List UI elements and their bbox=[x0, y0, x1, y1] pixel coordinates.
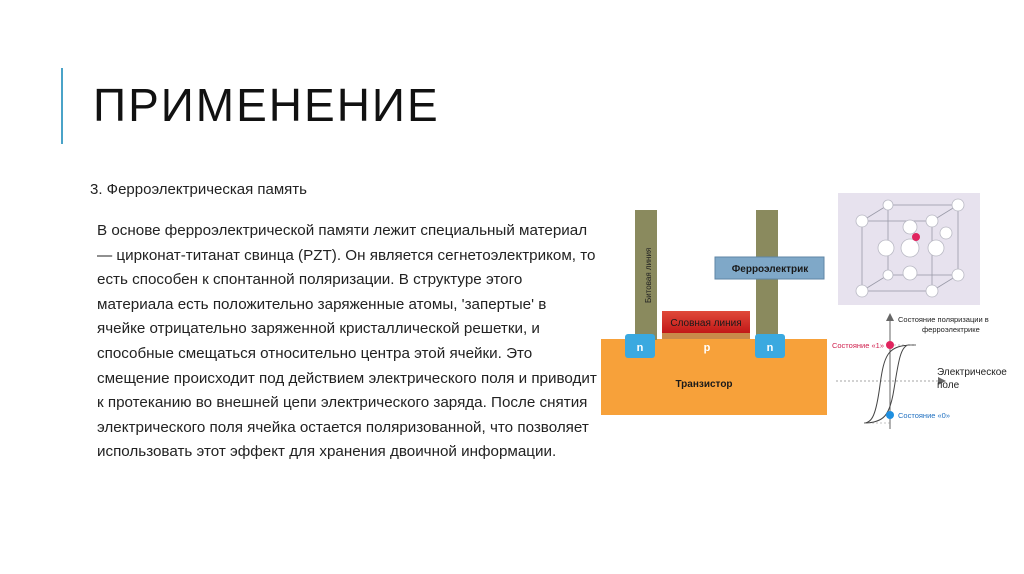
gate-oxide bbox=[662, 333, 750, 339]
hysteresis-loop-diagram bbox=[820, 305, 1020, 435]
y-axis-label-line1: Состояние поляризации в bbox=[898, 315, 989, 324]
state-1-label: Состояние «1» bbox=[831, 341, 884, 350]
p-region-label: p bbox=[703, 342, 711, 354]
crystal-lattice-image bbox=[838, 193, 980, 305]
slide-title: ПРИМЕНЕНИЕ bbox=[93, 79, 440, 131]
x-axis-label-line2: поле bbox=[937, 380, 960, 391]
bit-line-label: Битовая линия bbox=[644, 247, 653, 303]
state-0-label: Состояние «0» bbox=[898, 411, 951, 420]
state-1-dot bbox=[886, 341, 894, 349]
body-paragraph: В основе ферроэлектрической памяти лежит специальный материал — цирконат-титанат свинца (PZT). Он является сегнетоэлектриком, то есть способен к спонтанной поляризации. В структуре этого материала есть положительно заряженные атомы, 'запертые' в ячейке отрицательно заряженной кристаллической решетки, и способные смещаться относительно центра этой ячейки. Это смещение происходит под действием электрического поля и приводит к протеканию во внешней цепи электрического заряда. После снятия электрического поля ячейка остается поляризованной, что позволяет использовать этот эффект для хранения двоичной информации. bbox=[97, 222, 597, 461]
title-accent-bar bbox=[61, 68, 63, 144]
word-line-label: Словная линия bbox=[670, 318, 742, 329]
transistor-label: Транзистор bbox=[675, 379, 733, 390]
memory-cell-diagram bbox=[594, 193, 830, 423]
x-axis-label-line1: Электрическое bbox=[937, 367, 1007, 378]
n-left-label: n bbox=[636, 342, 644, 354]
n-right-label: n bbox=[766, 342, 774, 354]
state-0-dot bbox=[886, 411, 894, 419]
y-axis-label-line2: ферроэлектрике bbox=[922, 325, 980, 334]
ferroelectric-label: Ферроэлектрик bbox=[731, 264, 809, 275]
section-subtitle: 3. Ферроэлектрическая память bbox=[90, 181, 307, 198]
